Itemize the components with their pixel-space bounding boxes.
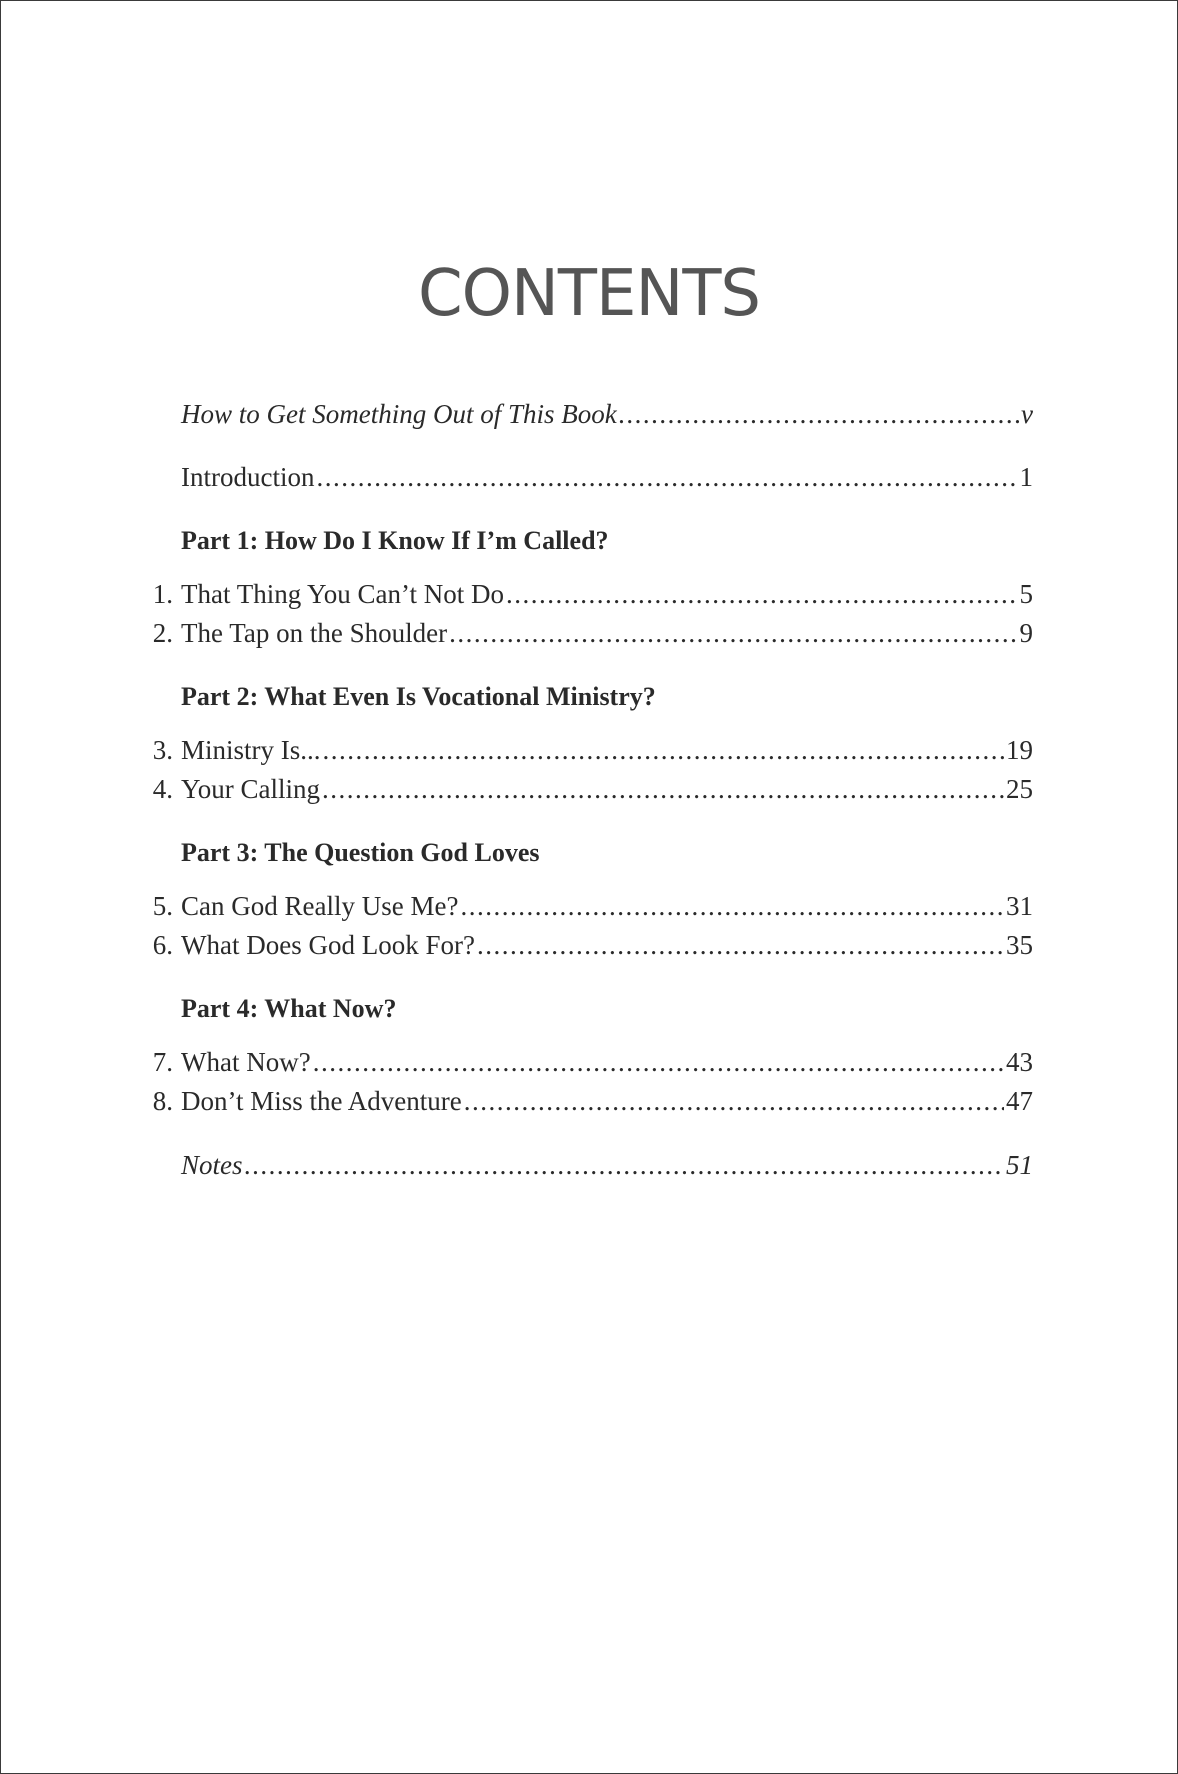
toc-entry-chapter-1[interactable] bbox=[152, 576, 1033, 612]
toc-entry-label: How to Get Something Out of This Book bbox=[181, 399, 617, 429]
toc-leader-dots bbox=[245, 1147, 1004, 1183]
toc-leader-dots bbox=[619, 396, 1019, 432]
chapter-number: 4. bbox=[152, 774, 173, 804]
toc-entry-page: 25 bbox=[1006, 774, 1033, 804]
toc-entry-page: 5 bbox=[1019, 579, 1033, 609]
part-heading-1: Part 1: How Do I Know If I’m Called? bbox=[181, 526, 609, 555]
toc-entry-chapter-3[interactable] bbox=[152, 732, 1033, 768]
toc-entry-page: 51 bbox=[1006, 1150, 1033, 1180]
toc-entry-page: 1 bbox=[1019, 462, 1033, 492]
toc-entry-page: 43 bbox=[1006, 1047, 1033, 1077]
toc-entry-chapter-2[interactable] bbox=[152, 615, 1033, 651]
toc-leader-dots bbox=[460, 888, 1004, 924]
toc-entry-chapter-8[interactable] bbox=[152, 1083, 1033, 1119]
toc-leader-dots bbox=[316, 459, 1017, 495]
chapter-number: 8. bbox=[152, 1086, 173, 1116]
toc-entry-label: Don’t Miss the Adventure bbox=[181, 1086, 462, 1116]
toc-entry-page: 47 bbox=[1006, 1086, 1033, 1116]
page-title: CONTENTS bbox=[417, 257, 761, 331]
toc-entry-label: Ministry Is... bbox=[181, 735, 321, 765]
toc-entry-page: 31 bbox=[1006, 891, 1033, 921]
toc-entry-label: Can God Really Use Me? bbox=[181, 891, 459, 921]
toc-entry-label: What Now? bbox=[181, 1047, 311, 1077]
toc-entry-notes[interactable] bbox=[181, 1147, 1033, 1183]
toc-leader-dots bbox=[477, 927, 1004, 963]
part-heading-3: Part 3: The Question God Loves bbox=[181, 838, 540, 867]
chapter-number: 3. bbox=[152, 735, 173, 765]
toc-leader-dots bbox=[449, 615, 1017, 651]
toc-leader-dots bbox=[323, 732, 1004, 768]
toc-entry-chapter-5[interactable] bbox=[152, 888, 1033, 924]
toc-entry-page: 35 bbox=[1006, 930, 1033, 960]
toc-leader-dots bbox=[313, 1044, 1004, 1080]
toc-entry-chapter-7[interactable] bbox=[152, 1044, 1033, 1080]
toc-entry-label: The Tap on the Shoulder bbox=[181, 618, 448, 648]
toc-leader-dots bbox=[506, 576, 1017, 612]
toc-entry-label: Notes bbox=[181, 1150, 243, 1180]
toc-entry-chapter-6[interactable] bbox=[152, 927, 1033, 963]
toc-entry-label: What Does God Look For? bbox=[181, 930, 475, 960]
toc-entry-label: That Thing You Can’t Not Do bbox=[181, 579, 505, 609]
toc-leader-dots bbox=[322, 771, 1004, 807]
chapter-number: 2. bbox=[152, 618, 173, 648]
toc-entry-page: 19 bbox=[1006, 735, 1033, 765]
toc-entry-introduction[interactable] bbox=[181, 459, 1033, 495]
chapter-number: 5. bbox=[152, 891, 173, 921]
part-heading-4: Part 4: What Now? bbox=[181, 994, 397, 1023]
part-heading-2: Part 2: What Even Is Vocational Ministry? bbox=[181, 682, 656, 711]
toc-entry-page: 9 bbox=[1019, 618, 1033, 648]
toc-entry-label: Your Calling bbox=[181, 774, 321, 804]
chapter-number: 7. bbox=[152, 1047, 173, 1077]
toc-entry-how-to-get-something[interactable] bbox=[181, 396, 1033, 432]
toc-entry-page: v bbox=[1021, 399, 1033, 429]
toc-leader-dots bbox=[464, 1083, 1004, 1119]
chapter-number: 1. bbox=[152, 579, 173, 609]
toc-entry-label: Introduction bbox=[181, 462, 315, 492]
chapter-number: 6. bbox=[152, 930, 173, 960]
toc-entry-chapter-4[interactable] bbox=[152, 771, 1033, 807]
